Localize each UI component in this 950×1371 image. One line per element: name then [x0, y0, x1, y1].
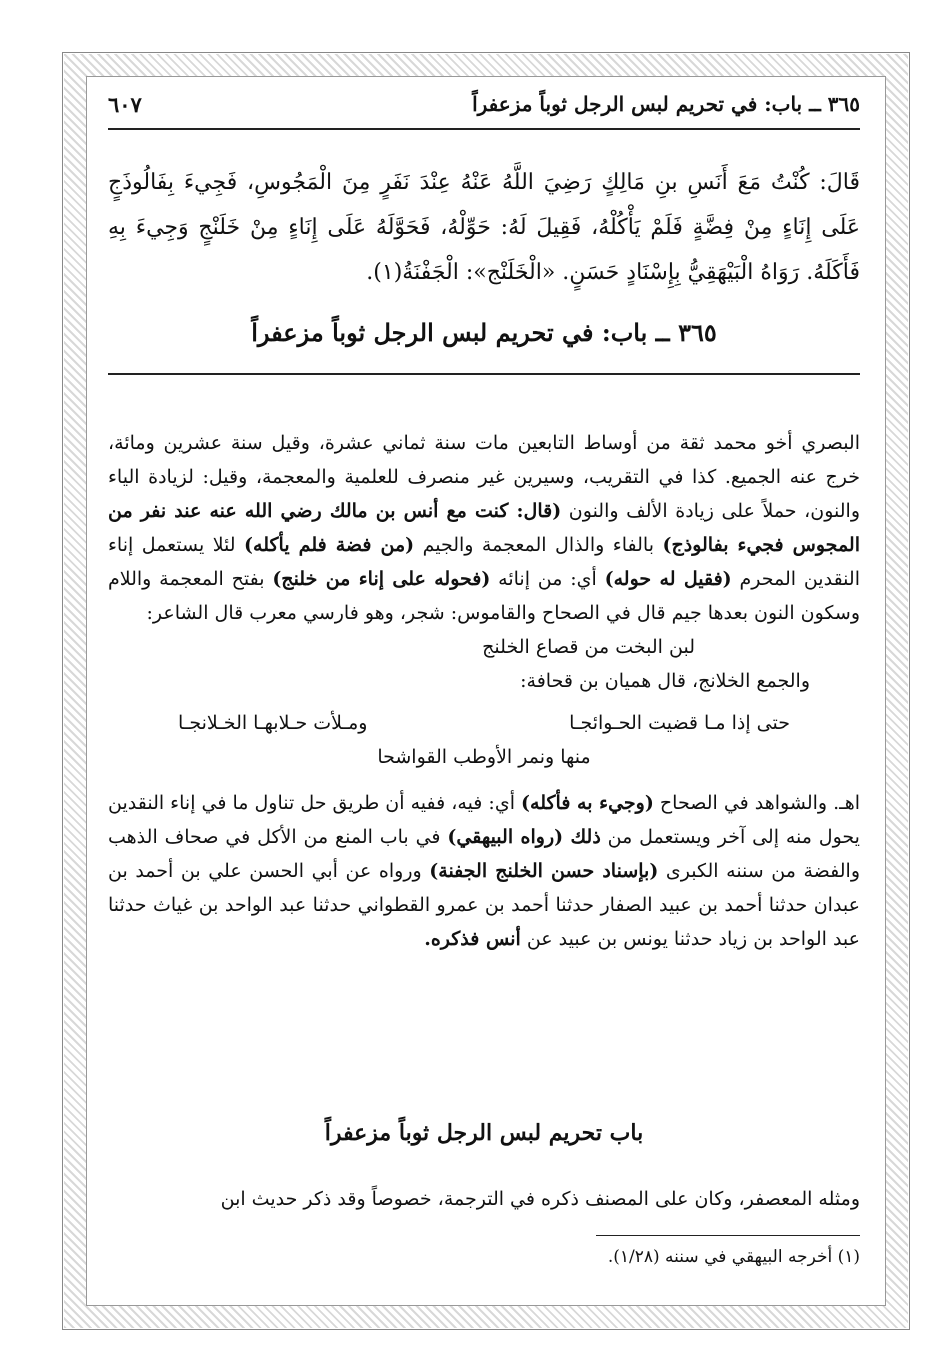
quoted-hadith: (فحوله على إناء من خلنج)	[272, 568, 491, 590]
quoted-hadith: (فقيل له حوله)	[604, 568, 732, 590]
quoted-hadith: (من فضة فلم يأكله)	[244, 534, 415, 556]
commentary-text: ورواه عن أبي الحسن علي بن أحمد بن عبدان حدثنا أحمد بن عبيد الصفار حدثنا أحمد بن عمرو القطواني حدثنا عبد الواحد بن غياث حدثنا عبد الواحد بن زياد حدثنا يونس بن عبيد عن	[108, 860, 860, 950]
verse-couplet	[108, 706, 860, 740]
commentary-last-line: ومثله المعصفر، وكان على المصنف ذكره في الترجمة، خصوصاً وقد ذكر حديث ابن	[220, 1188, 860, 1210]
quoted-hadith: أنس فذكره.	[424, 928, 521, 950]
commentary-text: البصري أخو محمد ثقة من أوساط التابعين مات سنة ثماني عشرة، وقيل سنة عشرين ومائة، خرج عنه الجميع. كذا في التقريب، وسيرين غير منصرف للعلمية والمعجمة، وقيل: لزيادة الياء والنون، حملاً على زيادة الألف والنون	[108, 432, 860, 522]
page-number: ٦٠٧	[108, 92, 142, 117]
footnote: (١) أخرجه البيهقي في سننه (١/٢٨).	[607, 1247, 860, 1267]
verse-first-hemistich: حتى إذا مـا قضيت الحـوائجـا	[569, 712, 790, 734]
hadith-paragraph: قَالَ: كُنْتُ مَعَ أَنَسِ بنِ مَالِكٍ رَضِيَ اللَّهُ عَنْهُ عِنْدَ نَفَرٍ مِنَ الْمَجُوسِ، فَجِيءَ بِفَالُوذَجٍ عَلَى إِنَاءٍ مِنْ فِضَّةٍ فَلَمْ يَأْكُلْهُ، فَقِيلَ لَهُ: حَوِّلْهُ، فَحَوَّلَهُ عَلَى إِنَاءٍ مِنْ خَلَنْجٍ وَجِيءَ بِهِ فَأَكَلَهُ. رَوَاهُ الْبَيْهَقِيُّ بِإِسْنَادٍ حَسَنٍ. «الْخَلَنْج»: الْجَفْنَةُ(١).	[108, 170, 861, 285]
commentary-divider	[108, 373, 860, 375]
quoted-hadith: ذلك (رواه البيهقي)	[447, 826, 601, 848]
commentary-paragraph-1	[108, 426, 860, 630]
running-title: ٣٦٥ ــ باب: في تحريم لبس الرجل ثوباً مزعفراً	[472, 92, 860, 116]
poem-line: لبن البخت من قصاع الخلنج	[482, 636, 695, 658]
hadith-text	[108, 160, 860, 295]
verse-second-hemistich: ومـلأت حـلابهـا الخـلانجـا	[178, 712, 368, 734]
commentary-text: أي: فيه، ففيه أن طريق حل تناول ما في إناء النقدين يحول منه إلى آخر ويستعمل من	[108, 792, 860, 848]
quoted-hadith: (بإسناد حسن الخلنج الجفنة)	[429, 860, 659, 882]
header-divider	[108, 128, 860, 130]
running-header	[108, 92, 860, 126]
quoted-hadith: (قال: كنت مع أنس بن مالك رضي الله عنه عند نفر من المجوس فجيء بفالوذج)	[108, 500, 860, 556]
commentary-paragraph-2	[108, 786, 860, 956]
commentary-text: أي: من إنائه	[498, 568, 597, 590]
commentary-text: بالفاء والذال المعجمة والجيم	[422, 534, 655, 556]
plural-note: والجمع الخلانج، قال هميان بن قحافة:	[520, 670, 810, 692]
quoted-hadith: (وجيء به فأكله)	[521, 792, 654, 814]
commentary-text: اهـ. والشواهد في الصحاح	[659, 792, 861, 814]
verse-line: منها ونمر الأوطب القواشحا	[377, 746, 591, 768]
section-heading: باب تحريم لبس الرجل ثوباً مزعفراً	[324, 1120, 644, 1146]
chapter-title: ٣٦٥ ــ باب: في تحريم لبس الرجل ثوباً مزعفراً	[251, 318, 717, 347]
commentary	[108, 426, 860, 956]
footnote-divider	[596, 1235, 860, 1236]
commentary-text: في باب المنع من الأكل في صحاف الذهب والفضة من سننه الكبرى	[108, 826, 861, 882]
commentary-text: لئلا يستعمل إناء النقدين المحرم	[108, 534, 860, 590]
commentary-text: بفتح المعجمة واللام وسكون النون بعدها جيم قال في الصحاح والقاموس: شجر، وهو فارسي معرب قال الشاعر:	[108, 568, 860, 624]
